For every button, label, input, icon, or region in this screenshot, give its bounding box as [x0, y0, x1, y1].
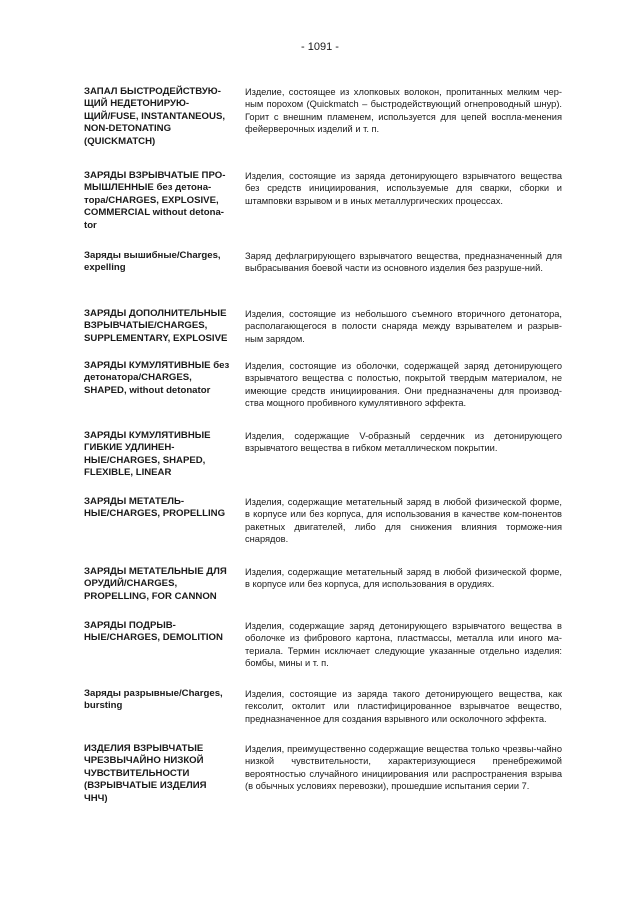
glossary-entry	[84, 688, 562, 743]
entry-definition: Изделия, состоящие из заряда детонирующего взрывчатого вещества без средств инициирования, используемые для сварки, сборки и штамповки взрывом и в иных металлургических процессах.	[245, 171, 562, 206]
glossary-entry	[84, 496, 562, 566]
entry-definition: Изделия, содержащие V-образный сердечник из детонирующего взрывчатого вещества в гибком металлическом покрытии.	[245, 431, 562, 454]
glossary-entry	[84, 743, 562, 833]
entry-definition: Изделие, состоящее из хлопковых волокон, пропитанных мелким чер-ным порохом (Quickmatch – быстродействующий огнепроводный шнур). Горит с внешним пламенем, используется для цепей воспла-менения фейерверочных изделий и т. п.	[245, 87, 562, 135]
entry-term: Заряды разрывные/Charges, bursting	[84, 688, 223, 712]
glossary-entry	[84, 430, 562, 496]
entry-definition: Изделия, содержащие метательный заряд в любой физической форме, в корпусе или без корпуса, для использования в качестве ком-понентов ракетных двигателей, либо для снижения влияния торможе-ния снарядов.	[245, 497, 562, 545]
entry-term: ЗАРЯДЫ МЕТАТЕЛЬ-НЫЕ/CHARGES, PROPELLING	[84, 496, 226, 520]
entry-term: ЗАРЯДЫ ПОДРЫВ-НЫЕ/CHARGES, DEMOLITION	[84, 620, 223, 644]
entry-definition: Изделия, состоящие из оболочки, содержащей заряд детонирующего взрывчатого вещества с полостью, покрытой твердым материалом, не имеющие средств инициирования. Они предназначены для производ-ства мощного пробивного кумулятивного эффекта.	[245, 361, 562, 409]
glossary-entry	[84, 308, 562, 360]
entry-definition: Изделия, содержащие заряд детонирующего взрывчатого вещества в оболочке из фибрового картона, пластмассы, металла или иного ма-териала. Термин исключает следующие указанные отдельно изделия: бомбы, мины и т. п.	[245, 621, 562, 669]
entry-term: ЗАПАЛ БЫСТРОДЕЙСТВУЮ-ЩИЙ НЕДЕТОНИРУЮ-ЩИЙ/FUSE, INSTANTANEOUS, NON-DETONATING (QUICKMATCH)	[84, 86, 226, 147]
entry-term: ЗАРЯДЫ КУМУЛЯТИВНЫЕ ГИБКИЕ УДЛИНЕН-НЫЕ/CHARGES, SHAPED, FLEXIBLE, LINEAR	[84, 430, 211, 479]
entry-definition: Заряд дефлагрирующего взрывчатого вещества, предназначенный для выбрасывания боевой части из основного изделия без разруше-ний.	[245, 251, 562, 274]
glossary-list	[84, 86, 562, 833]
glossary-entry	[84, 566, 562, 620]
glossary-entry	[84, 620, 562, 688]
entry-definition: Изделия, состоящие из заряда такого детонирующего вещества, как гексолит, октолит или пластифицированное взрывчатое вещество, предназначенное для создания взрывного или осколочного эффекта.	[245, 689, 562, 724]
entry-term: ИЗДЕЛИЯ ВЗРЫВЧАТЫЕ ЧРЕЗВЫЧАЙНО НИЗКОЙ ЧУВСТВИТЕЛЬНОСТИ (ВЗРЫВЧАТЫЕ ИЗДЕЛИЯ ЧНЧ)	[84, 743, 207, 804]
glossary-entry	[84, 86, 562, 170]
glossary-entry	[84, 250, 562, 308]
entry-term: Заряды вышибные/Charges, expelling	[84, 250, 221, 274]
entry-term: ЗАРЯДЫ ДОПОЛНИТЕЛЬНЫЕ ВЗРЫВЧАТЫЕ/CHARGES, SUPPLEMENTARY, EXPLOSIVE	[84, 308, 228, 344]
glossary-entry	[84, 360, 562, 430]
entry-definition: Изделия, преимущественно содержащие вещества только чрезвы-чайно низкой чувствительности, характеризующиеся пренебрежимой вероятностью случайного инициирования или распространения взрыва (в обычных условиях перевозки), прошедшие испытания серии 7.	[245, 744, 562, 792]
entry-definition: Изделия, содержащие метательный заряд в любой физической форме, в корпусе или без корпуса, для использования в орудиях.	[245, 567, 562, 590]
page-number: - 1091 -	[301, 41, 339, 53]
glossary-entry	[84, 170, 562, 250]
entry-term: ЗАРЯДЫ МЕТАТЕЛЬНЫЕ ДЛЯ ОРУДИЙ/CHARGES, PROPELLING, FOR CANNON	[84, 566, 227, 602]
entry-definition: Изделия, состоящие из небольшого съемного вторичного детонатора, располагающегося в полости снаряда между взрывателем и разрыв-ным зарядом.	[245, 309, 562, 344]
entry-term: ЗАРЯДЫ ВЗРЫВЧАТЫЕ ПРО-МЫШЛЕННЫЕ без детона-тора/CHARGES, EXPLOSIVE, COMMERCIAL without detona-tor	[84, 170, 226, 231]
entry-term: ЗАРЯДЫ КУМУЛЯТИВНЫЕ без детонатора/CHARGES, SHAPED, without detonator	[84, 360, 230, 396]
